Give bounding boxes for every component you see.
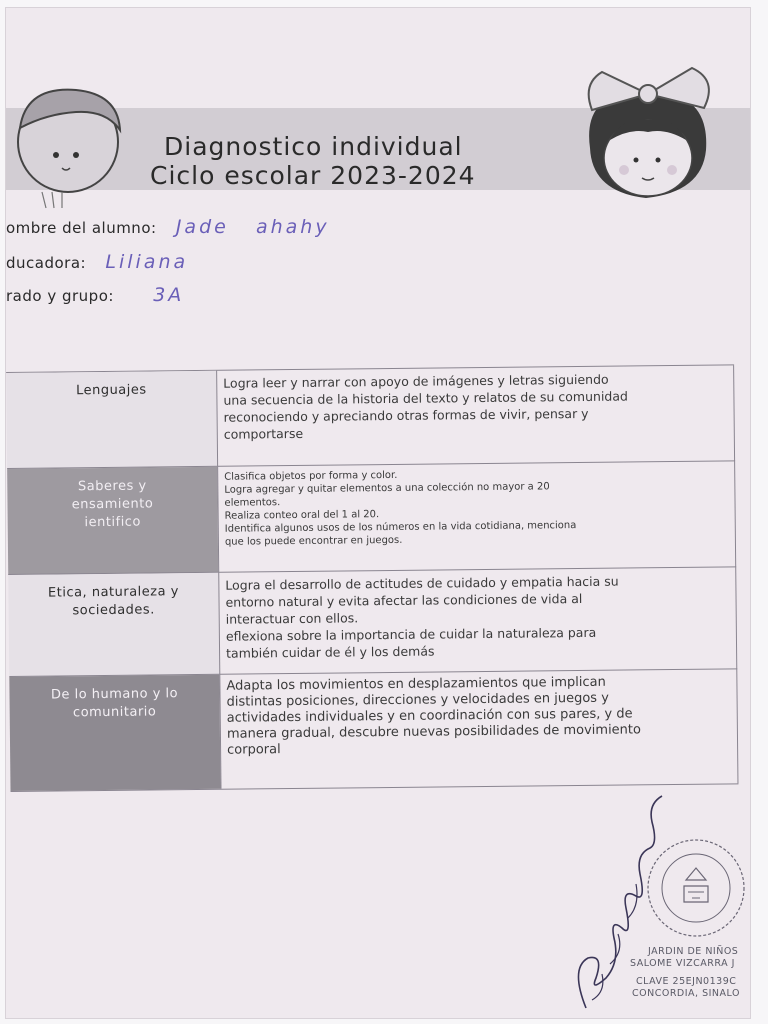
stamp-text (622, 946, 750, 1000)
document-title: Diagnostico individual (164, 132, 463, 161)
description-line: también cuidar de él y los demás (226, 643, 435, 661)
grade-row (6, 284, 184, 306)
area-label: Saberes y (77, 478, 147, 495)
description-line: Logra el desarrollo de actitudes de cuidado y empatia hacia su (225, 573, 619, 593)
stamp-line: CONCORDIA, SINALO (632, 988, 740, 999)
area-label: Etica, naturaleza y (47, 584, 179, 601)
area-cell (8, 573, 219, 677)
description-line: Logra agregar y quitar elementos a una colección no mayor a 20 (224, 481, 550, 496)
description-line: Realiza conteo oral del 1 al 20. (224, 509, 380, 522)
boy-illustration (6, 80, 136, 210)
area-cell (6, 371, 217, 469)
stamp-line: CLAVE 25EJN0139C (636, 976, 737, 987)
table-row (6, 364, 735, 469)
document-page (6, 8, 750, 1018)
description-line: eflexiona sobre la importancia de cuidar la naturaleza para (225, 624, 597, 644)
teacher-value: Liliana (105, 251, 189, 273)
description-line: Identifica algunos usos de los números en la vida cotidiana, menciona (224, 520, 577, 535)
description-line: una secuencia de la historia del texto y relatos de su comunidad (223, 388, 628, 408)
school-year-title: Ciclo escolar 2023-2024 (150, 161, 476, 190)
description-line: comportarse (223, 425, 304, 442)
area-label: sociedades. (72, 602, 155, 619)
description-line: reconociendo y apreciando otras formas de vivir, pensar y (223, 405, 589, 425)
area-label: Lenguajes (75, 382, 147, 399)
teacher-label: ducadora: (6, 254, 87, 272)
teacher-row (6, 251, 188, 273)
table-row (8, 566, 737, 677)
table-row (7, 460, 736, 575)
description-line: manera gradual, descubre nuevas posibilidades de movimiento (226, 722, 642, 742)
student-name-row (6, 216, 330, 238)
stamp-line: SALOME VIZCARRA J (630, 958, 735, 969)
description-cell (217, 461, 736, 572)
grade-value: 3A (153, 284, 185, 306)
description-line: elementos. (224, 497, 281, 509)
area-label: comunitario (72, 704, 157, 721)
area-label: De lo humano y lo (50, 686, 179, 703)
description-line: actividades individuales y en coordinación con sus pares, y de (226, 706, 633, 726)
area-label: ientifico (84, 514, 141, 531)
description-cell (218, 567, 737, 674)
grade-label: rado y grupo: (6, 287, 114, 305)
description-line: que los puede encontrar en juegos. (224, 534, 403, 548)
school-seal (636, 828, 750, 948)
description-cell (216, 365, 735, 466)
student-name-label: ombre del alumno: (6, 219, 157, 237)
area-label: ensamiento (71, 496, 154, 513)
description-line: Logra leer y narrar con apoyo de imágenes y letras siguiendo (223, 371, 609, 391)
description-line: distintas posiciones, direcciones y velocidades en juegos y (226, 690, 609, 710)
description-line: Clasifica objetos por forma y color. (224, 469, 398, 483)
student-name-value: Jade ahahy (175, 216, 330, 238)
girl-illustration (562, 60, 732, 210)
table-row (9, 668, 738, 792)
area-cell (9, 675, 220, 791)
description-line: corporal (227, 742, 281, 758)
description-line: Adapta los movimientos en desplazamientos que implican (226, 674, 606, 694)
description-line: interactuar con ellos. (225, 610, 359, 627)
area-cell (7, 467, 218, 575)
description-line: entorno natural y evita afectar las condiciones de vida al (225, 590, 583, 610)
diagnostic-table (6, 352, 738, 790)
description-cell (219, 669, 738, 788)
stamp-line: JARDIN DE NIÑOS (648, 946, 739, 957)
